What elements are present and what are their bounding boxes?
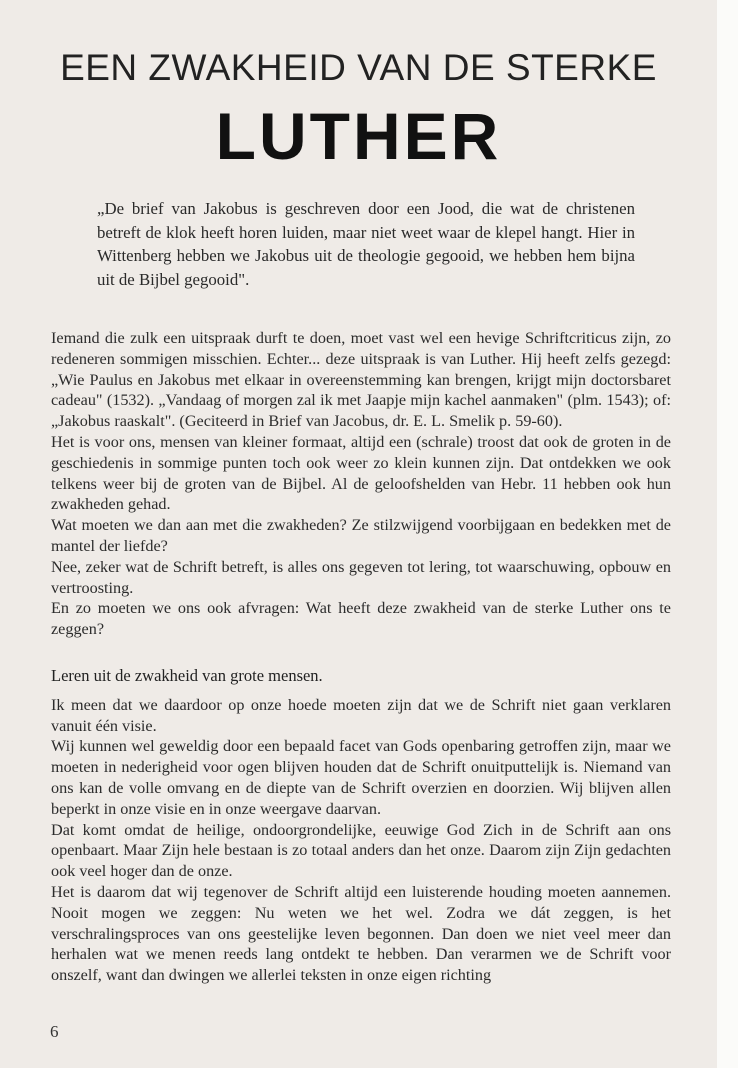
section-heading: Leren uit de zwakheid van grote mensen.: [51, 665, 323, 685]
paragraph: Nee, zeker wat de Schrift betreft, is alles ons gegeven tot lering, tot waarschuwing, opbouw en vertroosting.: [51, 557, 671, 597]
paragraph: Wij kunnen wel geweldig door een bepaald facet van Gods openbaring getroffen zijn, maar we moeten in nederigheid voor ogen blijven houden dat de Schrift onuitputtelijk is. Niemand van ons kan de volle omvang en de diepte van de Schrift overzien en doorzien. Wij blijven allen beperkt in onze visie en in onze weergave daarvan.: [51, 737, 671, 818]
opening-quote: „De brief van Jakobus is geschreven door een Jood, die wat de christenen betreft de klok heeft horen luiden, maar niet weet waar de klepel hangt. Hier in Wittenberg hebben we Jakobus uit de theologie gegooid, we hebben hem bijna uit de Bijbel gegooid".: [97, 199, 635, 289]
paragraph: Dat komt omdat de heilige, ondoorgrondelijke, eeuwige God Zich in de Schrift aan ons openbaart. Maar Zijn hele bestaan is zo totaal anders dan het onze. Daarom zijn Zijn gedachten ook veel hoger dan de onze.: [51, 820, 671, 881]
page-number: 6: [50, 1022, 59, 1041]
article-title: LUTHER: [215, 99, 502, 173]
paragraph: Ik meen dat we daardoor op onze hoede moeten zijn dat we de Schrift niet gaan verklaren vanuit één visie.: [51, 695, 671, 735]
paragraph: Iemand die zulk een uitspraak durft te doen, moet vast wel een hevige Schriftcriticus zijn, zo redeneren sommigen misschien. Echter... deze uitspraak is van Luther. Hij heeft zelfs gezegd: „Wie Paulus en Jakobus met elkaar in overeenstemming kan brengen, krijgt mijn doctorsbaret cadeau" (1532). „Vandaag of morgen zal ik met Jaapje mijn kachel aanmaken" (plm. 1543); of: „Jakobus raaskalt". (Geciteerd in Brief van Jacobus, dr. E. L. Smelik p. 59-60).: [51, 329, 671, 431]
paragraph: En zo moeten we ons ook afvragen: Wat heeft deze zwakheid van de sterke Luther ons te zeggen?: [51, 599, 671, 639]
article-body: [51, 328, 671, 986]
article-subtitle: EEN ZWAKHEID VAN DE STERKE: [60, 47, 657, 88]
paragraph: Het is daarom dat wij tegenover de Schrift altijd een luisterende houding moeten aannemen. Nooit mogen we zeggen: Nu weten we het wel. Zodra we dát zeggen, is het verschralingsproces van ons geestelijke leven begonnen. Dan doen we niet veel meer dan herhalen wat we menen reeds lang ontdekt te hebben. Dan verarmen we de Schrift voor onszelf, want dan dwingen we allerlei teksten in onze eigen richting: [51, 882, 671, 985]
paragraph: Wat moeten we dan aan met die zwakheden? Ze stilzwijgend voorbijgaan en bedekken met de mantel der liefde?: [51, 516, 671, 555]
paragraph: Het is voor ons, mensen van kleiner formaat, altijd een (schrale) troost dat ook de groten in de geschiedenis in sommige punten toch ook weer zo klein kunnen zijn. Dat ontdekken we ook telkens weer bij de groten van de Bijbel. Al de geloofshelden van Hebr. 11 hebben ook hun zwakheden gehad.: [51, 432, 671, 514]
